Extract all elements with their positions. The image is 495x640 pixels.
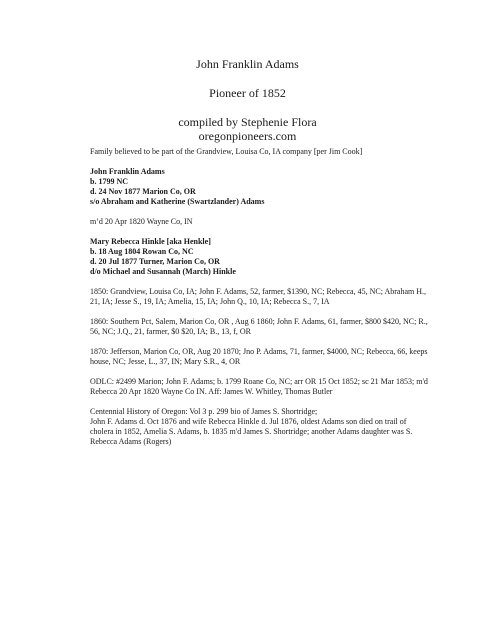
husband-death: d. 24 Nov 1877 Marion Co, OR [90, 187, 196, 196]
marriage-line: m’d 20 Apr 1820 Wayne Co, IN [90, 217, 193, 226]
census-line: 1870: Jefferson, Marion Co, OR, Aug 20 1870; Jno P. Adams, 71, farmer, $4000, NC; Rebecca, 66, keeps [90, 347, 428, 356]
intro-line: Family believed to be part of the Grandview, Louisa Co, IA company [per Jim Cook] [90, 147, 363, 156]
census-line: 1850: Grandview, Louisa Co, IA; John F. Adams, 52, farmer, $1390, NC; Rebecca, 45, NC; Abraham H., [90, 287, 427, 296]
census-1860-paragraph [90, 317, 435, 337]
document-body [90, 147, 435, 447]
centennial-line: John F. Adams d. Oct 1876 and wife Rebecca Hinkle d. Jul 1876, oldest Adams son died on trail of [90, 417, 407, 426]
census-1850-paragraph [90, 287, 435, 307]
husband-block [90, 167, 435, 207]
compiler-credit: compiled by Stephenie Flora [178, 115, 317, 129]
odlc-paragraph [90, 377, 435, 397]
census-line: 1860: Southern Pct, Salem, Marion Co, OR , Aug 6 1860; John F. Adams, 61, farmer, $800 $420, NC; R., [90, 317, 428, 326]
census-line: 21, IA; Jesse S., 19, IA; Amelia, 15, IA; John Q., 10, IA; Rebecca S., 7, IA [90, 297, 330, 306]
census-line: house, NC; Jesse, L., 37, IN; Mary S.R., 4, OR [90, 357, 241, 366]
census-1870-paragraph [90, 347, 435, 367]
marriage-paragraph [90, 217, 435, 227]
husband-birth: b. 1799 NC [90, 177, 129, 186]
wife-death: d. 20 Jul 1877 Turner, Marion Co, OR [90, 257, 220, 266]
website-name: oregonpioneers.com [198, 129, 297, 143]
pioneer-year-subtitle: Pioneer of 1852 [209, 86, 286, 100]
wife-block [90, 237, 435, 277]
odlc-line: ODLC: #2499 Marion; John F. Adams; b. 1799 Roane Co, NC; arr OR 15 Oct 1852; sc 21 Mar 1853; m'd [90, 377, 428, 386]
centennial-line: cholera in 1852, Amelia S. Adams, b. 1835 m'd James S. Shortridge; another Adams daughter was S. [90, 427, 413, 436]
wife-name: Mary Rebecca Hinkle [aka Henkle] [90, 237, 211, 246]
intro-paragraph [90, 147, 435, 157]
wife-parents: d/o Michael and Susannah (March) Hinkle [90, 267, 236, 276]
odlc-line: Rebecca 20 Apr 1820 Wayne Co IN. Aff: James W. Whitley, Thomas Butler [90, 387, 333, 396]
centennial-line: Rebecca Adams (Rogers) [90, 437, 172, 446]
title-block [0, 57, 495, 143]
centennial-history-paragraph [90, 407, 435, 447]
centennial-line: Centennial History of Oregon: Vol 3 p. 299 bio of James S. Shortridge; [90, 407, 318, 416]
census-line: 56, NC; J.Q., 21, farmer, $0 $20, IA; B., 13, f, OR [90, 327, 251, 336]
husband-parents: s/o Abraham and Katherine (Swartzlander) Adams [90, 197, 265, 206]
husband-name: John Franklin Adams [90, 167, 165, 176]
wife-birth: b. 18 Aug 1804 Rowan Co, NC [90, 247, 194, 256]
pioneer-name-title: John Franklin Adams [196, 57, 299, 71]
